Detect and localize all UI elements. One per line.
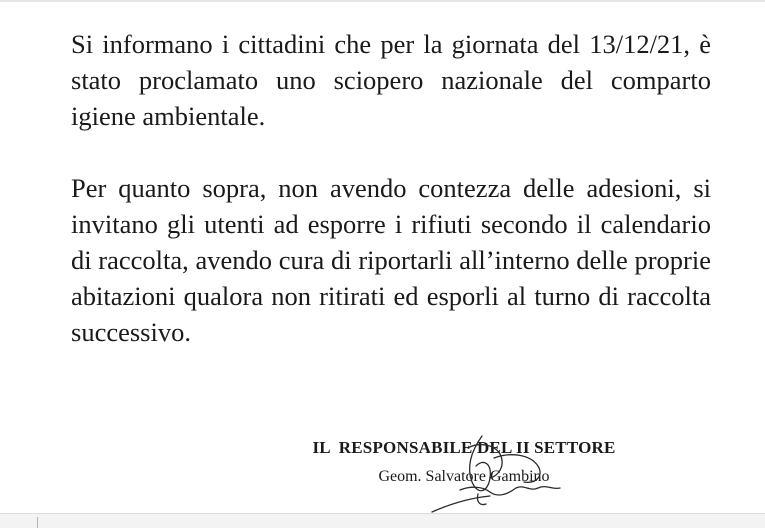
notice-paragraph-1: Si informano i cittadini che per la giornata del 13/12/21, è stato proclamato uno sciopero nazionale del comparto igiene ambientale.: [71, 29, 711, 131]
signatory-name: Geom. Salvatore Gambino: [378, 468, 550, 485]
signature-block: [296, 437, 632, 487]
page-top-border: [0, 0, 765, 2]
notice-body: [71, 26, 711, 350]
margin-marker: [37, 517, 38, 528]
page-bottom-edge: [0, 513, 765, 528]
signatory-title: IL RESPONSABILE DEL II SETTORE: [312, 438, 616, 457]
notice-paragraph-2: Per quanto sopra, non avendo contezza delle adesioni, si invitano gli utenti ad esporre i rifiuti secondo il calendario di raccolta, avendo cura di riportarli all’interno delle proprie abitazioni qualora non ritirati ed esporli al turno di raccolta successivo.: [71, 173, 711, 347]
